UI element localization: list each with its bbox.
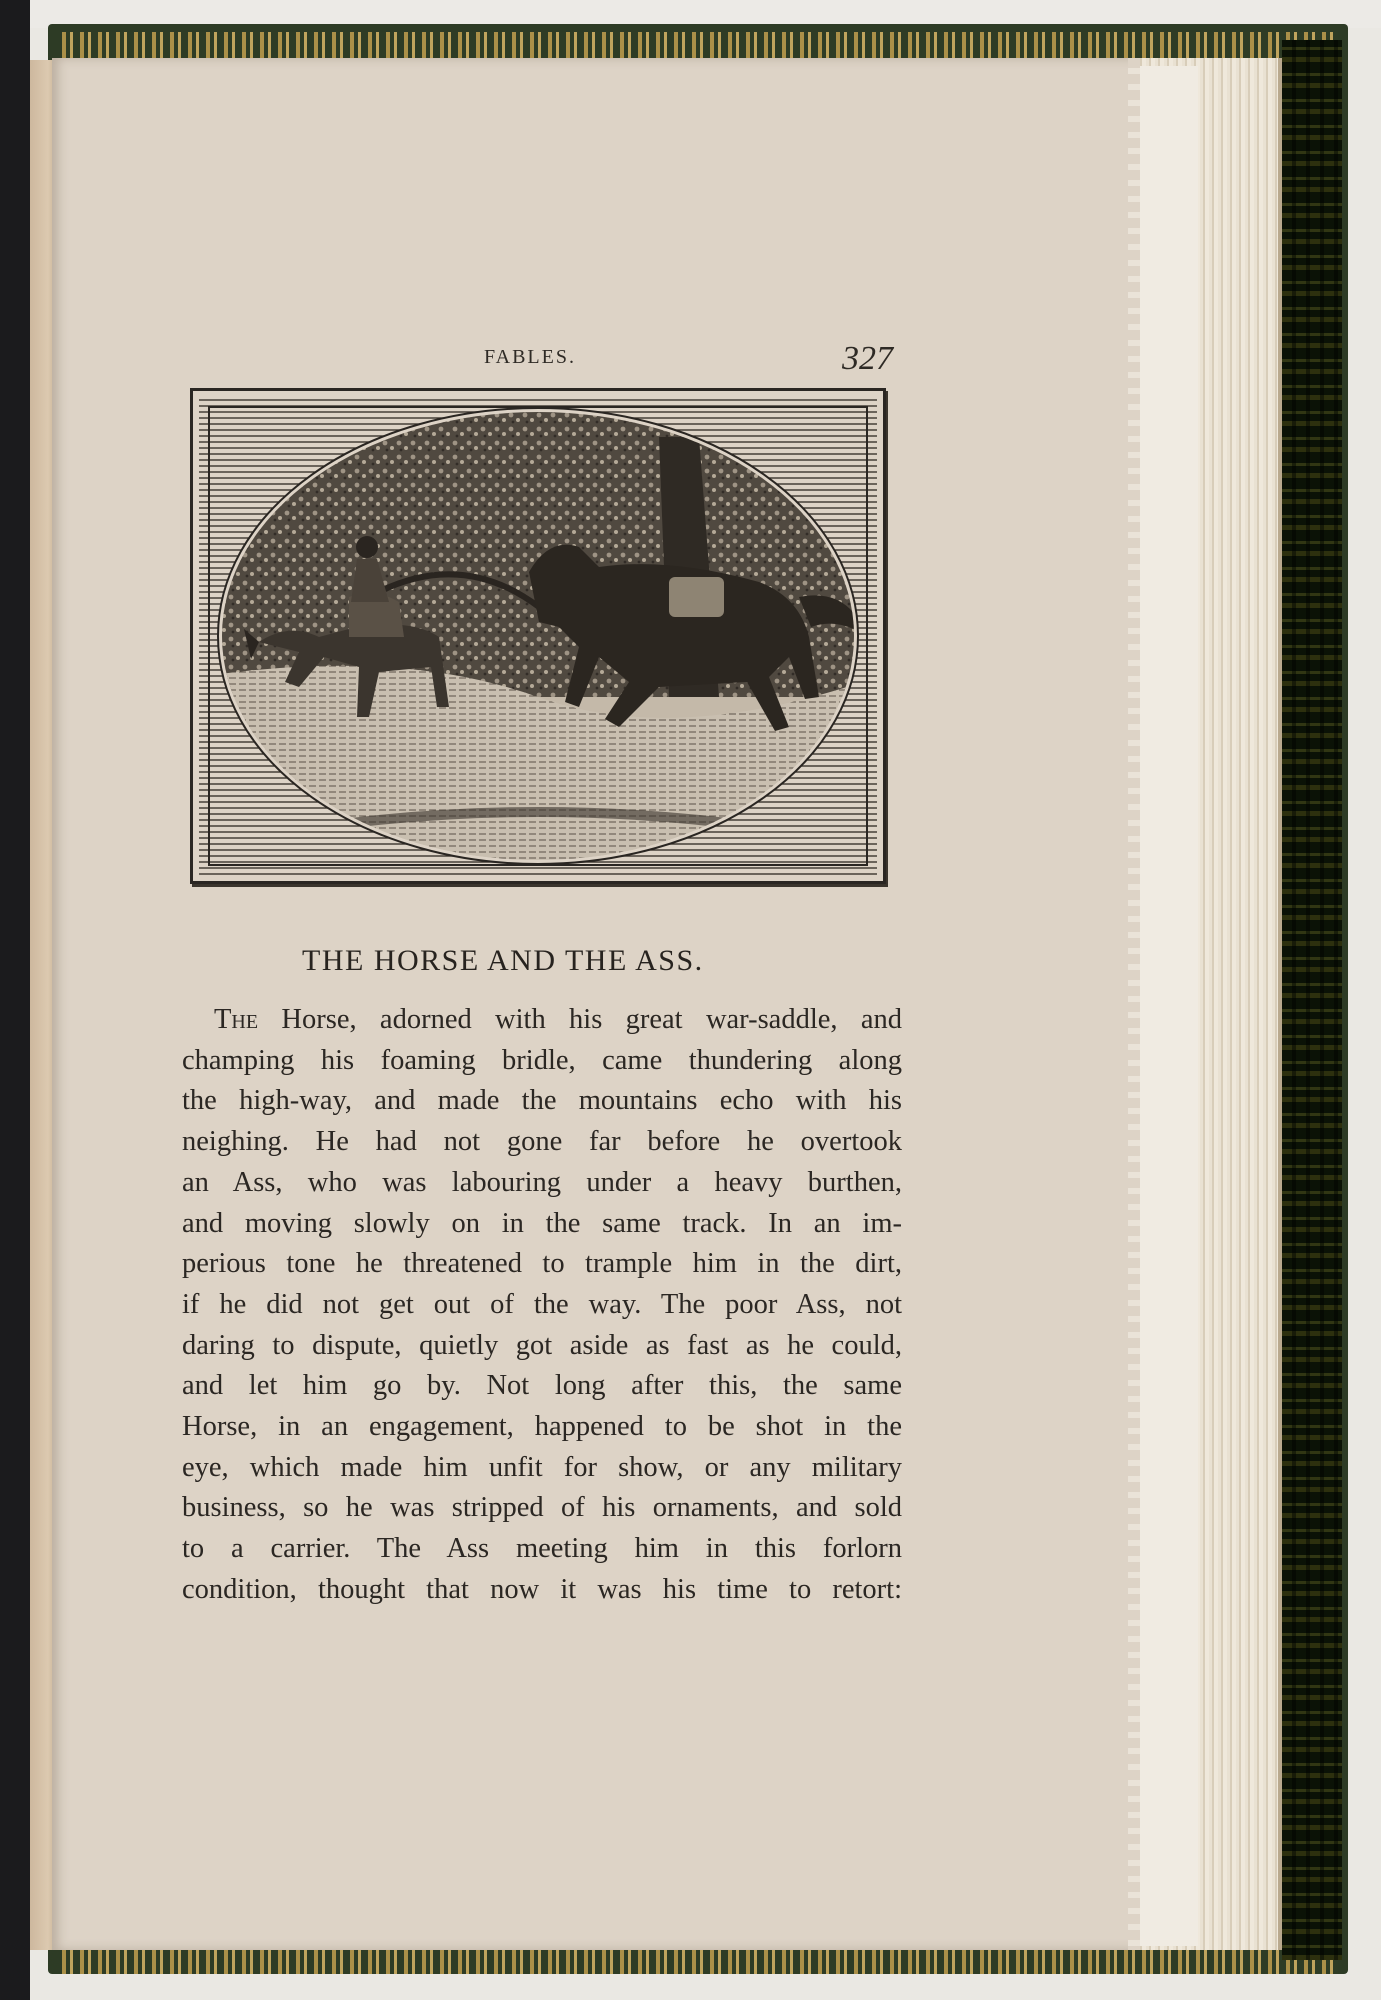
text-line: and moving slowly on in the same track. In an im-: [182, 1207, 902, 1239]
text-line: eye, which made him unfit for show, or any military: [182, 1451, 902, 1483]
text-line: champing his foaming bridle, came thundering along: [182, 1044, 902, 1076]
text-line: and let him go by. Not long after this, the same: [182, 1370, 902, 1402]
running-head: FABLES.: [484, 346, 576, 368]
deckled-edge: [1128, 58, 1140, 1950]
war-saddle: [669, 577, 724, 617]
fable-body: [182, 1000, 902, 1611]
gilt-border-top: [62, 32, 1338, 58]
woodcut-horse-and-ass: [199, 397, 877, 875]
woodcut-illustration: [190, 388, 886, 884]
text-line: if he did not get out of the way. The poor Ass, not: [182, 1288, 902, 1320]
text-line: to a carrier. The Ass meeting him in this forlorn: [182, 1533, 902, 1565]
text-line: business, so he was stripped of his ornaments, and sold: [182, 1492, 902, 1524]
drop-word: The: [214, 1004, 259, 1035]
text-line: neighing. He had not gone far before he overtook: [182, 1126, 902, 1158]
page-number: 327: [842, 340, 893, 377]
text-line: Horse, in an engagement, happened to be shot in the: [182, 1411, 902, 1443]
gilt-border-right: [1282, 40, 1342, 1960]
text-line: The Horse, adorned with his great war-saddle, and: [214, 1004, 902, 1035]
book-page: [52, 58, 1134, 1950]
text-line: an Ass, who was labouring under a heavy burthen,: [182, 1166, 902, 1198]
book-spine: [0, 0, 30, 2000]
gilt-border-bottom: [62, 1950, 1338, 1974]
text-line: condition, thought that now it was his time to retort:: [182, 1573, 902, 1605]
fable-title: THE HORSE AND THE ASS.: [302, 944, 704, 977]
text-line: daring to dispute, quietly got aside as fast as he could,: [182, 1329, 902, 1361]
text-line: the high-way, and made the mountains echo with his: [182, 1085, 902, 1117]
text-line: perious tone he threatened to trample him in the dirt,: [182, 1248, 902, 1280]
